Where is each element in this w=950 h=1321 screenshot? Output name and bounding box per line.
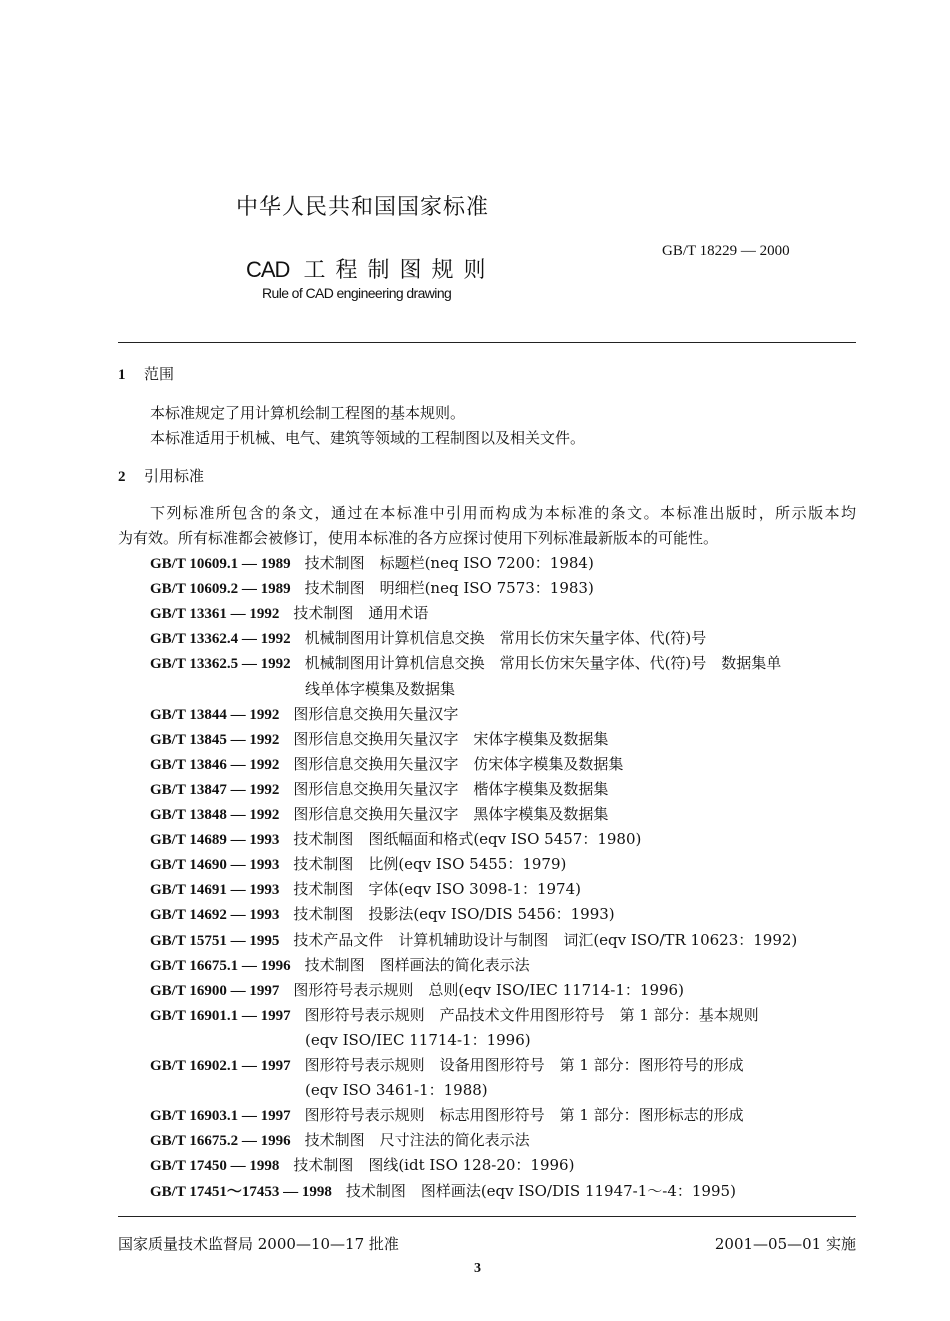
english-title: Rule of CAD engineering drawing	[262, 285, 452, 301]
reference-title: 技术制图 图纸幅面和格式(eqv ISO 5457：1980)	[293, 830, 642, 849]
reference-item	[150, 1004, 759, 1025]
reference-item	[150, 828, 641, 849]
page-number: 3	[474, 1261, 481, 1276]
section-number: 1	[118, 367, 126, 383]
section-number: 2	[118, 469, 126, 485]
reference-code: GB/T 15751 — 1995	[150, 932, 280, 949]
section-title: 范围	[144, 365, 175, 383]
reference-code: GB/T 14691 — 1993	[150, 882, 280, 899]
reference-code: GB/T 13844 — 1992	[150, 706, 280, 723]
approval-date: 国家质量技术监督局 2000—10—17 批准	[118, 1235, 399, 1253]
reference-item	[150, 903, 615, 924]
reference-title: 图形信息交换用矢量汉字 宋体字模集及数据集	[293, 729, 609, 748]
reference-title: 机械制图用计算机信息交换 常用长仿宋矢量字体、代(符)号	[304, 629, 707, 648]
reference-item	[150, 878, 581, 899]
footer-divider	[118, 1216, 856, 1217]
reference-title: 图形符号表示规则 总则(eqv ISO/IEC 11714-1：1996)	[293, 980, 684, 999]
reference-title: 技术制图 通用术语	[293, 604, 429, 623]
reference-code: GB/T 13362.5 — 1992	[150, 656, 291, 673]
reference-item	[150, 853, 566, 874]
header-divider	[118, 342, 856, 343]
reference-title: 图形符号表示规则 标志用图形符号 第 1 部分：图形标志的形成	[304, 1106, 744, 1125]
reference-item	[150, 1104, 744, 1125]
reference-code: GB/T 16901.1 — 1997	[150, 1007, 291, 1024]
reference-code: GB/T 16902.1 — 1997	[150, 1058, 291, 1074]
reference-item	[150, 778, 608, 799]
document-title	[246, 253, 495, 284]
reference-title: 图形信息交换用矢量汉字 仿宋体字模集及数据集	[293, 754, 624, 773]
section-1-heading	[118, 363, 174, 384]
reference-item	[150, 803, 608, 824]
reference-title: 技术制图 图样画法的简化表示法	[304, 955, 530, 974]
reference-code: GB/T 16675.2 — 1996	[150, 1133, 291, 1150]
reference-title: 技术制图 图线(idt ISO 128-20：1996)	[293, 1156, 575, 1175]
reference-title: 机械制图用计算机信息交换 常用长仿宋矢量字体、代(符)号 数据集单	[304, 654, 782, 673]
document-title-chinese: 工程制图规则	[303, 258, 496, 283]
reference-code: GB/T 10609.1 — 1989	[150, 556, 291, 572]
reference-title: 技术制图 明细栏(neq ISO 7573：1983)	[304, 579, 594, 598]
reference-title: 技术产品文件 计算机辅助设计与制图 词汇(eqv ISO/TR 10623：1992)	[293, 930, 798, 949]
reference-code: GB/T 14690 — 1993	[150, 857, 280, 874]
reference-title-continuation: 线单体字模集及数据集	[305, 679, 456, 698]
reference-code: GB/T 16903.1 — 1997	[150, 1108, 291, 1125]
references-intro-line-2: 为有效。所有标准都会被修订，使用本标准的各方应探讨使用下列标准最新版本的可能性。	[118, 529, 719, 547]
reference-item	[150, 728, 608, 749]
references-intro-line-1: 下列标准所包含的条文，通过在本标准中引用而构成为本标准的条文。本标准出版时，所示版本均	[150, 504, 856, 522]
reference-item	[150, 1054, 744, 1075]
reference-code: GB/T 14692 — 1993	[150, 907, 280, 924]
national-standard-heading: 中华人民共和国国家标准	[236, 195, 490, 220]
reference-item	[150, 954, 530, 975]
reference-item	[150, 753, 623, 774]
reference-code: GB/T 13361 — 1992	[150, 606, 280, 623]
reference-code: GB/T 17451～17453 — 1998	[150, 1183, 332, 1200]
reference-item	[150, 652, 781, 673]
reference-code: GB/T 16900 — 1997	[150, 982, 280, 999]
scope-paragraph: 本标准适用于机械、电气、建筑等领域的工程制图以及相关文件。	[150, 429, 586, 447]
reference-item	[150, 1180, 736, 1201]
section-title: 引用标准	[144, 467, 205, 485]
section-2-heading	[118, 465, 204, 486]
reference-code: GB/T 13848 — 1992	[150, 807, 280, 823]
reference-title-continuation: (eqv ISO/IEC 11714-1：1996)	[305, 1030, 531, 1049]
reference-code: GB/T 14689 — 1993	[150, 832, 280, 849]
reference-title-continuation: (eqv ISO 3461-1：1988)	[305, 1081, 488, 1100]
reference-code: GB/T 13846 — 1992	[150, 756, 280, 773]
reference-title: 技术制图 比例(eqv ISO 5455：1979)	[293, 855, 567, 874]
reference-item	[150, 602, 428, 623]
reference-title: 技术制图 标题栏(neq ISO 7200：1984)	[304, 554, 594, 572]
reference-title: 图形符号表示规则 设备用图形符号 第 1 部分：图形符号的形成	[304, 1056, 744, 1074]
reference-item	[150, 577, 594, 598]
reference-code: GB/T 17450 — 1998	[150, 1158, 280, 1175]
reference-item	[150, 1129, 530, 1150]
reference-title: 图形信息交换用矢量汉字 楷体字模集及数据集	[293, 779, 609, 798]
reference-item	[150, 929, 797, 950]
reference-title: 技术制图 图样画法(eqv ISO/DIS 11947-1～-4：1995)	[345, 1181, 736, 1200]
reference-item	[150, 703, 458, 724]
reference-title: 图形信息交换用矢量汉字	[293, 704, 459, 723]
reference-item	[150, 627, 706, 648]
reference-title: 图形符号表示规则 产品技术文件用图形符号 第 1 部分：基本规则	[304, 1005, 759, 1024]
reference-item	[150, 552, 594, 573]
effective-date: 2001—05—01 实施	[714, 1235, 856, 1253]
reference-code: GB/T 13847 — 1992	[150, 781, 280, 798]
reference-item	[150, 979, 684, 1000]
reference-code: GB/T 10609.2 — 1989	[150, 581, 291, 598]
reference-title: 技术制图 投影法(eqv ISO/DIS 5456：1993)	[293, 905, 615, 924]
document-title-latin: CAD	[246, 257, 290, 282]
reference-title: 图形信息交换用矢量汉字 黑体字模集及数据集	[293, 805, 609, 823]
reference-title: 技术制图 尺寸注法的简化表示法	[304, 1131, 530, 1150]
reference-title: 技术制图 字体(eqv ISO 3098-1：1974)	[293, 880, 581, 899]
reference-item	[150, 1154, 574, 1175]
scope-paragraph: 本标准规定了用计算机绘制工程图的基本规则。	[150, 404, 466, 422]
reference-code: GB/T 16675.1 — 1996	[150, 957, 291, 974]
reference-code: GB/T 13362.4 — 1992	[150, 631, 291, 648]
standard-number: GB/T 18229 — 2000	[662, 243, 790, 259]
reference-code: GB/T 13845 — 1992	[150, 731, 280, 748]
